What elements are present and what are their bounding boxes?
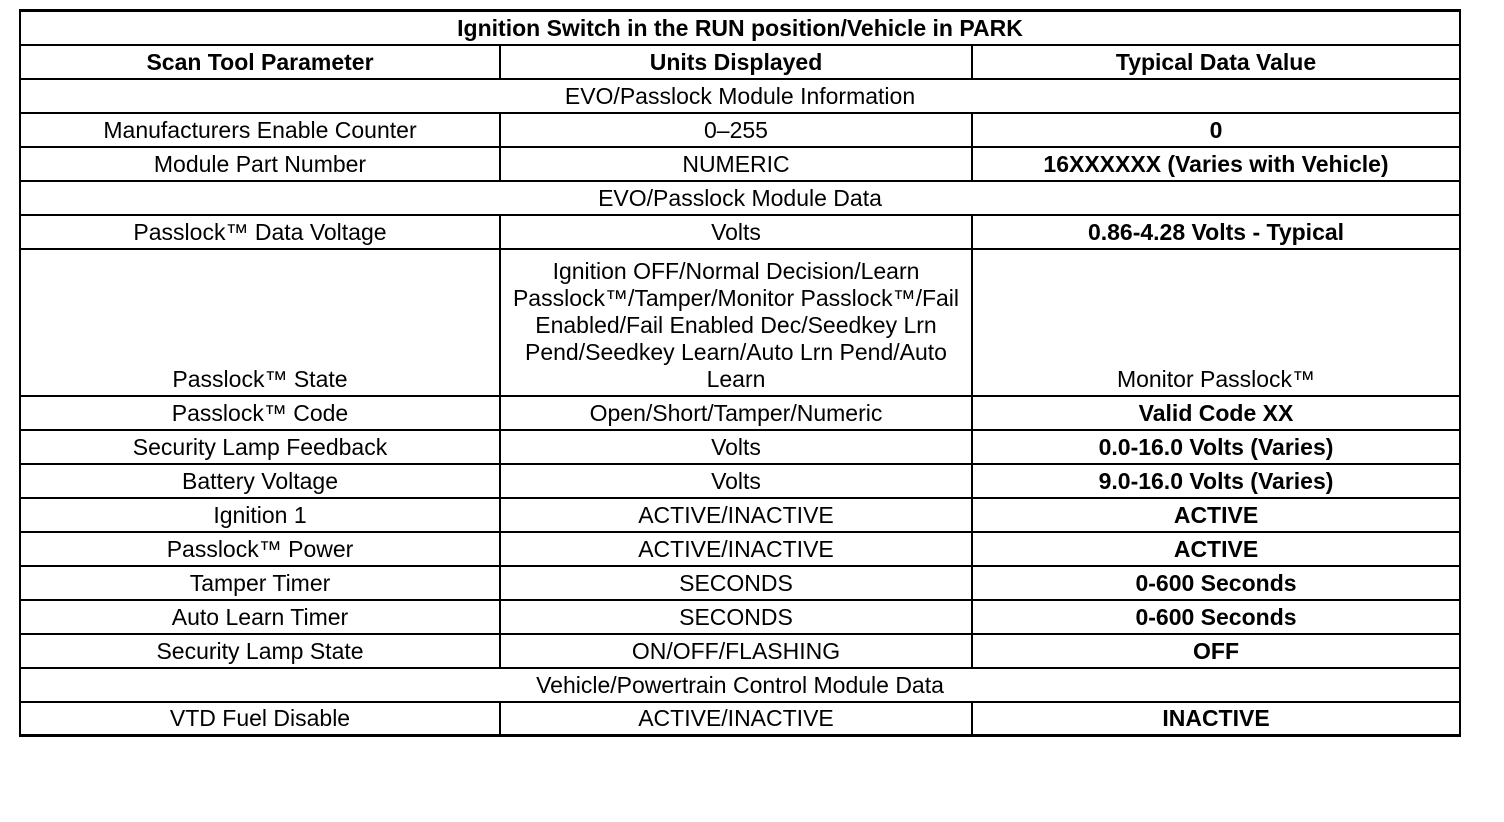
- parameter-cell: Security Lamp Feedback: [20, 430, 500, 464]
- units-cell: ACTIVE/INACTIVE: [500, 532, 972, 566]
- table-title-row: [20, 11, 1460, 45]
- parameter-cell: Battery Voltage: [20, 464, 500, 498]
- table-row: [20, 600, 1460, 634]
- typical-value-cell: 16XXXXXX (Varies with Vehicle): [972, 147, 1460, 181]
- units-cell: ACTIVE/INACTIVE: [500, 498, 972, 532]
- units-cell: Open/Short/Tamper/Numeric: [500, 396, 972, 430]
- section-heading-row: [20, 668, 1460, 702]
- section-heading: EVO/Passlock Module Information: [20, 79, 1460, 113]
- column-header-parameter: Scan Tool Parameter: [20, 45, 500, 79]
- typical-value-cell: ACTIVE: [972, 532, 1460, 566]
- typical-value-cell: Monitor Passlock™: [972, 249, 1460, 396]
- section-heading-row: [20, 181, 1460, 215]
- parameter-cell: Security Lamp State: [20, 634, 500, 668]
- table-row: [20, 249, 1460, 396]
- column-header-row: [20, 45, 1460, 79]
- table-row: [20, 113, 1460, 147]
- parameter-cell: Manufacturers Enable Counter: [20, 113, 500, 147]
- section-heading: EVO/Passlock Module Data: [20, 181, 1460, 215]
- column-header-typical-value: Typical Data Value: [972, 45, 1460, 79]
- units-cell: ACTIVE/INACTIVE: [500, 702, 972, 736]
- table-row: [20, 464, 1460, 498]
- typical-value-cell: 0-600 Seconds: [972, 600, 1460, 634]
- units-cell: Volts: [500, 464, 972, 498]
- table-row: [20, 430, 1460, 464]
- table-row: [20, 566, 1460, 600]
- parameter-cell: VTD Fuel Disable: [20, 702, 500, 736]
- units-cell: NUMERIC: [500, 147, 972, 181]
- units-cell: Volts: [500, 430, 972, 464]
- units-cell: Ignition OFF/Normal Decision/Learn Passlock™/Tamper/Monitor Passlock™/Fail Enabled/Fail Enabled Dec/Seedkey Lrn Pend/Seedkey Learn/Auto Lrn Pend/Auto Learn: [500, 249, 972, 396]
- column-header-units: Units Displayed: [500, 45, 972, 79]
- typical-value-cell: 9.0-16.0 Volts (Varies): [972, 464, 1460, 498]
- table-row: [20, 702, 1460, 736]
- table-row: [20, 396, 1460, 430]
- typical-value-cell: 0.0-16.0 Volts (Varies): [972, 430, 1460, 464]
- units-cell: SECONDS: [500, 600, 972, 634]
- units-cell: 0–255: [500, 113, 972, 147]
- typical-value-cell: Valid Code XX: [972, 396, 1460, 430]
- typical-value-cell: ACTIVE: [972, 498, 1460, 532]
- table-row: [20, 532, 1460, 566]
- typical-value-cell: 0-600 Seconds: [972, 566, 1460, 600]
- typical-value-cell: 0: [972, 113, 1460, 147]
- parameter-cell: Passlock™ Code: [20, 396, 500, 430]
- parameter-cell: Module Part Number: [20, 147, 500, 181]
- table-row: [20, 215, 1460, 249]
- table-row: [20, 498, 1460, 532]
- typical-value-cell: OFF: [972, 634, 1460, 668]
- table-title: Ignition Switch in the RUN position/Vehicle in PARK: [20, 11, 1460, 45]
- parameter-cell: Passlock™ Power: [20, 532, 500, 566]
- section-heading-row: [20, 79, 1460, 113]
- typical-value-cell: 0.86-4.28 Volts - Typical: [972, 215, 1460, 249]
- parameter-cell: Passlock™ Data Voltage: [20, 215, 500, 249]
- units-cell: SECONDS: [500, 566, 972, 600]
- units-cell: Volts: [500, 215, 972, 249]
- parameter-cell: Passlock™ State: [20, 249, 500, 396]
- parameter-cell: Auto Learn Timer: [20, 600, 500, 634]
- parameter-cell: Tamper Timer: [20, 566, 500, 600]
- units-cell: ON/OFF/FLASHING: [500, 634, 972, 668]
- parameter-cell: Ignition 1: [20, 498, 500, 532]
- table-row: [20, 147, 1460, 181]
- typical-value-cell: INACTIVE: [972, 702, 1460, 736]
- scan-tool-data-table: [19, 9, 1461, 737]
- section-heading: Vehicle/Powertrain Control Module Data: [20, 668, 1460, 702]
- table-row: [20, 634, 1460, 668]
